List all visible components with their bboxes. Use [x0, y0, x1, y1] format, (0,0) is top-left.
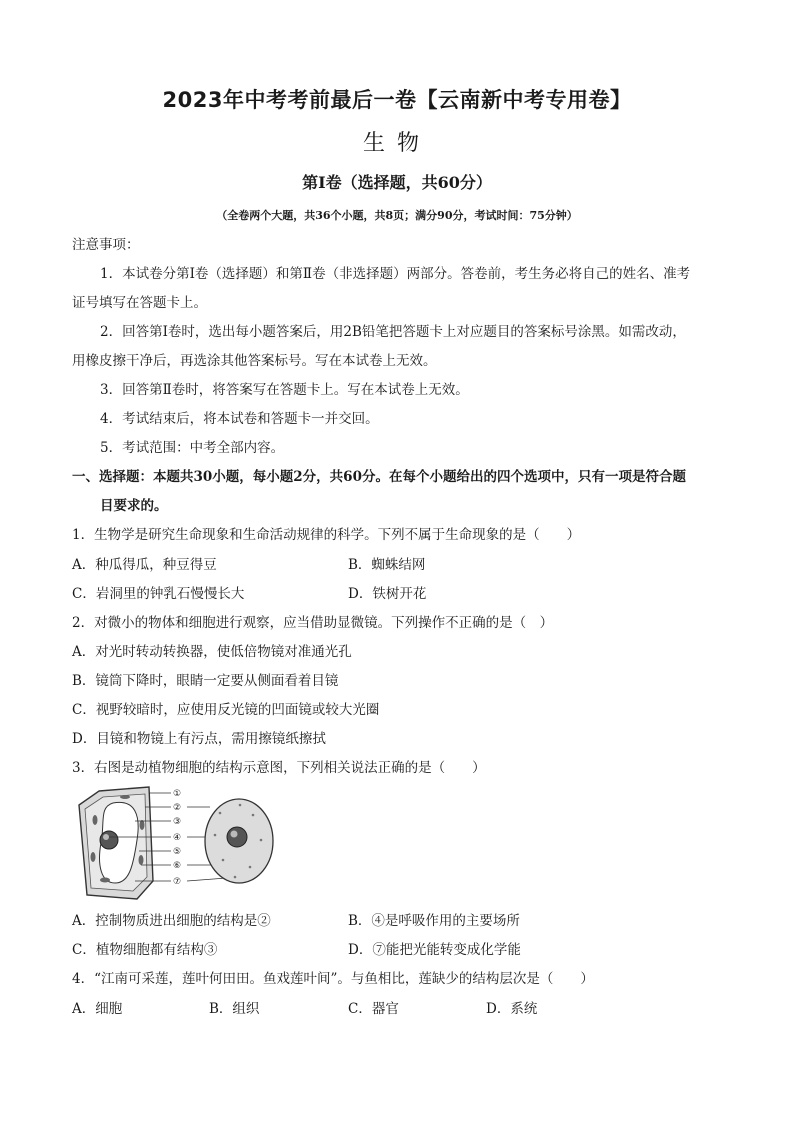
question-1-option-c: C．岩洞里的钟乳石慢慢长大 [72, 586, 245, 602]
volume-title: 第Ⅰ卷（选择题，共60分） [302, 173, 492, 192]
label-6: ⑥ [173, 861, 182, 871]
section-heading-cont: 目要求的。 [100, 498, 168, 514]
question-4-option-c: C．器官 [348, 1001, 399, 1017]
question-1-option-d: D．铁树开花 [348, 586, 427, 602]
question-2-option-c: C．视野较暗时，应使用反光镜的凹面镜或较大光圈 [72, 702, 380, 718]
notice-item: 1．本试卷分第Ⅰ卷（选择题）和第Ⅱ卷（非选择题）两部分。答卷前，考生务必将自己的姓名、准考 [100, 266, 691, 282]
chloroplast [100, 878, 110, 883]
question-2-stem: 2．对微小的物体和细胞进行观察，应当借助显微镜。下列操作不正确的是（ ） [72, 615, 554, 631]
notice-item: 证号填写在答题卡上。 [72, 295, 207, 311]
question-3-option-c: C．植物细胞都有结构③ [72, 942, 218, 958]
label-3: ③ [173, 817, 182, 827]
question-3-option-b: B．④是呼吸作用的主要场所 [348, 913, 520, 929]
chloroplast [139, 855, 144, 865]
question-2-option-a: A．对光时转动转换器，使低倍物镜对准通光孔 [72, 644, 352, 660]
question-2-option-b: B．镜筒下降时，眼睛一定要从侧面看着目镜 [72, 673, 339, 689]
plant-nucleus [100, 831, 118, 849]
question-1-stem: 1．生物学是研究生命现象和生命活动规律的科学。下列不属于生命现象的是（ ） [72, 527, 581, 543]
question-1-option-b: B．蜘蛛结网 [348, 557, 426, 573]
label-7: ⑦ [173, 877, 182, 887]
notice-heading: 注意事项： [72, 237, 140, 253]
figure-labels [173, 789, 181, 887]
notice-item: 4．考试结束后，将本试卷和答题卡一并交回。 [100, 411, 379, 427]
question-4-option-b: B．组织 [209, 1001, 260, 1017]
question-3-stem: 3．右图是动植物细胞的结构示意图，下列相关说法正确的是（ ） [72, 760, 486, 776]
subject-title: 生物 [362, 131, 431, 156]
notice-item: 2．回答第Ⅰ卷时，选出每小题答案后，用2B铅笔把答题卡上对应题目的答案标号涂黑。如需改动， [100, 324, 686, 340]
label-4: ④ [173, 833, 182, 843]
question-3-option-a: A．控制物质进出细胞的结构是② [72, 913, 271, 929]
question-4-option-d: D．系统 [486, 1001, 538, 1017]
question-1-option-a: A．种瓜得瓜，种豆得豆 [72, 557, 217, 573]
exam-scope: （全卷两个大题，共36个小题，共8页；满分90分，考试时间：75分钟） [216, 209, 578, 222]
notice-item: 3．回答第Ⅱ卷时，将答案写在答题卡上。写在本试卷上无效。 [100, 382, 469, 398]
label-1: ① [173, 789, 182, 799]
nucleus-highlight [103, 834, 109, 840]
notice-item: 用橡皮擦干净后，再选涂其他答案标号。写在本试卷上无效。 [72, 353, 437, 369]
label-5: ⑤ [173, 847, 182, 857]
exam-title: 2023年中考考前最后一卷【云南新中考专用卷】 [162, 88, 632, 112]
animal-nucleus-highlight [231, 831, 238, 838]
label-2: ② [173, 803, 182, 813]
question-4-stem: 4．“江南可采莲，莲叶何田田。鱼戏莲叶间”。与鱼相比，莲缺少的结构层次是（ ） [72, 971, 594, 987]
chloroplast [120, 795, 130, 799]
question-3-option-d: D．⑦能把光能转变成化学能 [348, 942, 521, 958]
animal-nucleus [227, 827, 247, 847]
question-2-option-d: D．目镜和物镜上有污点，需用擦镜纸擦拭 [72, 731, 326, 747]
chloroplast [93, 815, 98, 825]
chloroplast [140, 820, 145, 830]
question-4-option-a: A．细胞 [72, 1001, 123, 1017]
chloroplast [91, 852, 96, 862]
section-heading: 一、选择题：本题共30小题，每小题2分，共60分。在每个小题给出的四个选项中，只有一项是符合题 [72, 469, 686, 485]
cell-structure-figure [75, 785, 275, 903]
notice-item: 5．考试范围：中考全部内容。 [100, 440, 285, 456]
